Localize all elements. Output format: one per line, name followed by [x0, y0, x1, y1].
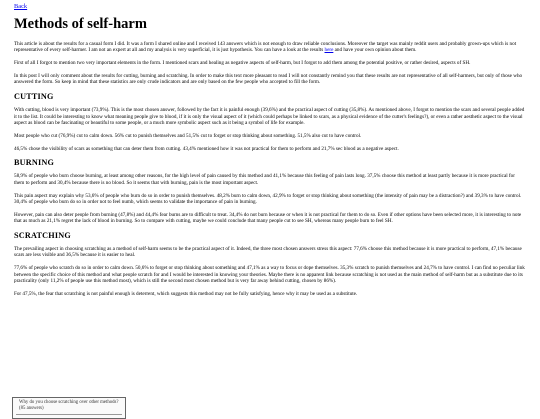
intro-paragraph-1	[14, 41, 526, 54]
cutting-paragraph-2: Most people who cut (76,9%) cut to calm down. 56% cut to punish themselves and 51,5% cut to forget or stop thinking about something. 51,5% also cut to have control.	[14, 132, 362, 139]
cutting-paragraph-1: With cutting, blood is very important (73,9%). This is the most chosen answer, followed by the fact it is painful enough (39,6%) and the practical aspect of cutting (35,8%). As mentioned above, I forgot to mention the scars and several people added it to the list. It could be interesting to know what meaning people give to blood, if it is only the visual aspect of it (which could perhaps be linked to scars, as a physical evidence of the cutter's feelings?), or even a rather aesthetic aspect to the visual aspect as blood can be fascinating or beautiful to some people, or a much more symbolic aspect such as it being a symbol of life for example.	[14, 107, 525, 127]
section-heading-scratching: SCRATCHING	[14, 231, 71, 241]
cutting-paragraph-3: 46,5% chose the visibility of scars as something that can deter them from cutting. 43,4% mentioned how it was not practical for them to perform and 21,7% sec blood as a negative aspect.	[14, 145, 399, 152]
figure-caption: Why do you choose scratching over other methods? (85 answers)	[19, 400, 119, 411]
back-link[interactable]: Back	[14, 3, 28, 10]
intro-paragraph-3: In this post I will only comment about the results for cutting, burning and scratching. In order to make this text more pleasant to read I will not constantly remind you that these results are not representative of all self-harmers, but only of those who answered the form. So keep in mind that these statistics are only crude indicators and are only based on the few people who accepted to fill the form.	[14, 73, 523, 86]
scratching-paragraph-1: The prevailing aspect in choosing scratching as a method of self-harm seems to be the practical aspect of it. Indeed, the three most chosen answers stress this aspect: 77,6% choose this method because it is more practical to perform, 47,1% because scars are less visible and 36,5% because it is easier to heal.	[14, 246, 522, 259]
burning-paragraph-1: 58,9% of people who burn choose burning, at least among other reasons, for the high level of pain caused by this method and 41,1% because this feeling of pain lasts long. 37,5% choose this method at least partly because it is more practical for them to perform and 30,4% because there is no blood. So it seems that with burning, pain is the most important aspect.	[14, 173, 515, 186]
burning-paragraph-3: However, pain can also deter people from burning (47,8%) and 44,4% fear burns are to difficult to treat. 34,4% do not burn because or when it is not practical for them to do so. Even if other options have been selected more, it is interesting to note that as much as 21,1% regret the lack of blood in burning. So to compare with cutting, maybe we could conclude that many people cut to see SH, whereas many people burn to feel SH.	[14, 211, 522, 225]
intro-text-after-link: and have your own opinion about them.	[333, 47, 417, 54]
results-chart-figure	[12, 397, 126, 419]
intro-text-before-link: This article is about the results for a casual form I did. It was a form I shared online and I received 143 answers which is not enough to draw reliable conclusions. Moreover the target was mainly reddit users and probably grown-ups which is not representative of every self-harmer. I am not an expert at all and my analysis is very superficial, it is just hypothesis. You can have a look at the results	[14, 41, 517, 54]
scratching-paragraph-2: 77,6% of people who scratch do so in order to calm down. 50,6% to forget or stop thinking about something and 47,1% as a way to focus or dope themselves. 35,3% scratch to punish themselves and 24,7% to have control. I can find no peculiar link between the specific choice of this method and what people scratch for and I would be interested in knowing your theories. Maybe there is no apparent link because scratching is not used as the main method of self-harm but as a substitute due to its practicality (only 11,2% of people use this method most), which is still the second most chosen method but is very far away behind cutting, chosen by 86%).	[14, 265, 525, 285]
section-heading-cutting: CUTTING	[14, 92, 54, 102]
burning-paragraph-2: This pain aspect may explain why 53,6% of people who burn do so in order to punish themselves. 48,2% burn to calm down, 42,9% to forget or stop thinking about something (the intensity of pain may be a distraction?) and 39,3% to have control. 30,4% of people who burn do so in order not to feel numb, which seems to validate the importance of pain in burning.	[14, 192, 522, 206]
figure-divider	[16, 414, 122, 415]
article-title: Methods of self-harm	[14, 16, 147, 32]
section-heading-burning: BURNING	[14, 158, 55, 168]
intro-paragraph-2: First of all I forgot to mention two very important elements in the form. I mentioned scars and healing as negative aspects of self-harm, but I forgot to add them among the potential positive, or rather desired, aspects of SH.	[14, 60, 471, 67]
results-link[interactable]: here	[324, 47, 334, 54]
scratching-paragraph-3: For 47,5%, the fear that scratching is not painful enough is deterrent, which suggests this method may not be fully satisfying, hence why it may be used as a substitute.	[14, 290, 358, 297]
